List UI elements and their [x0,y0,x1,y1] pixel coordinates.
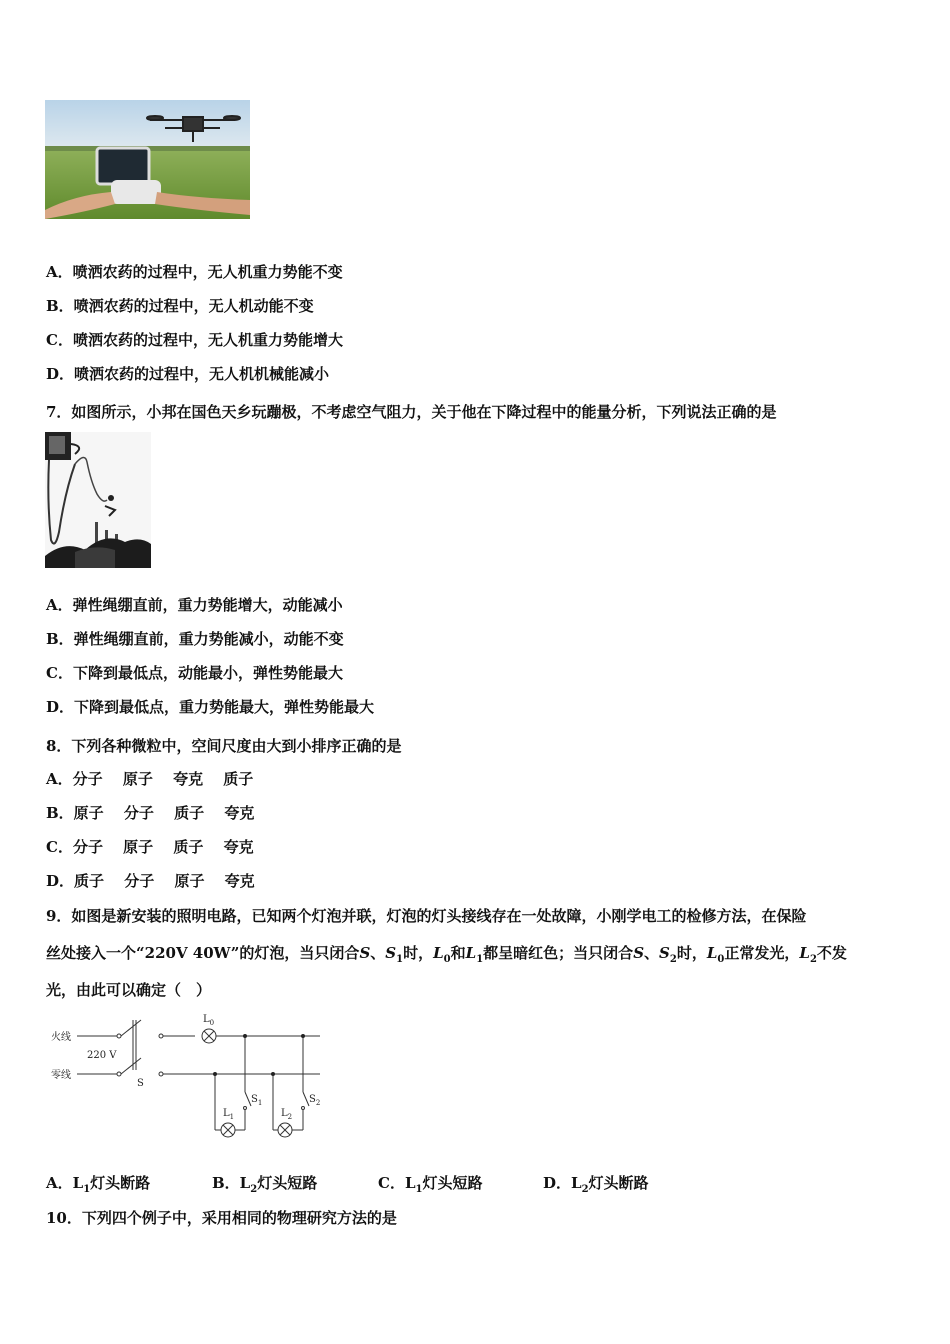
q8-option-a: A．分子 原子 夸克 质子 [46,770,254,788]
q6-option-d: D．喷洒农药的过程中，无人机机械能减小 [46,365,330,383]
q7-option-c: C．下降到最低点，动能最小，弹性势能最大 [46,664,343,682]
q9-stem-line3: 光，由此可以确定（ ） [46,981,212,999]
switch-s2-label: $S_2$ [309,1094,321,1107]
voltage-label: 220 V [87,1050,117,1061]
q6-option-c: C．喷洒农药的过程中，无人机重力势能增大 [46,331,343,349]
switch-s1-label: $S_1$ [251,1094,263,1107]
lamp-l0-label: $L_0$ [203,1014,215,1027]
main-switch-label: S [137,1078,144,1089]
circuit-diagram [45,1010,330,1145]
drone-photo [45,100,250,219]
q7-option-a: A．弹性绳绷直前，重力势能增大，动能减小 [46,596,343,614]
live-wire-label: 火线 [51,1032,71,1043]
q9-stem-line2: 丝处接入一个“220V 40W”的灯泡，当只闭合S、$S_1$时，$L_0$和$L_1$都呈暗红色；当只闭合S、$S_2$时，$L_0$正常发光，$L_2$不发 [46,944,847,965]
q6-option-b: B．喷洒农药的过程中，无人机动能不变 [46,297,314,315]
q9-option-a: A．$L_1$灯头断路 [46,1174,151,1195]
q6-option-a: A．喷洒农药的过程中，无人机重力势能不变 [46,263,343,281]
q7-stem: 7．如图所示，小邦在国色天乡玩蹦极，不考虑空气阻力，关于他在下降过程中的能量分析，下列说法正确的是 [46,403,777,421]
lamp-l2-label: $L_2$ [281,1108,293,1121]
q7-option-d: D．下降到最低点，重力势能最大，弹性势能最大 [46,698,375,716]
q10-stem: 10．下列四个例子中，采用相同的物理研究方法的是 [46,1209,397,1227]
q8-option-b: B．原子 分子 质子 夸克 [46,804,255,822]
q9-stem-line1: 9．如图是新安装的照明电路，已知两个灯泡并联，灯泡的灯头接线存在一处故障，小刚学电工的检修方法，在保险 [46,907,807,925]
q9-option-b: B．$L_2$灯头短路 [212,1174,318,1195]
bungee-photo [45,432,151,568]
neutral-wire-label: 零线 [51,1070,71,1081]
q8-option-c: C．分子 原子 质子 夸克 [46,838,254,856]
q9-option-c: C．$L_1$灯头短路 [378,1174,483,1195]
q9-option-d: D．$L_2$灯头断路 [543,1174,649,1195]
q8-stem: 8．下列各种微粒中，空间尺度由大到小排序正确的是 [46,737,402,755]
q7-option-b: B．弹性绳绷直前，重力势能减小，动能不变 [46,630,344,648]
lamp-l1-label: $L_1$ [223,1108,235,1121]
q8-option-d: D．质子 分子 原子 夸克 [46,872,255,890]
